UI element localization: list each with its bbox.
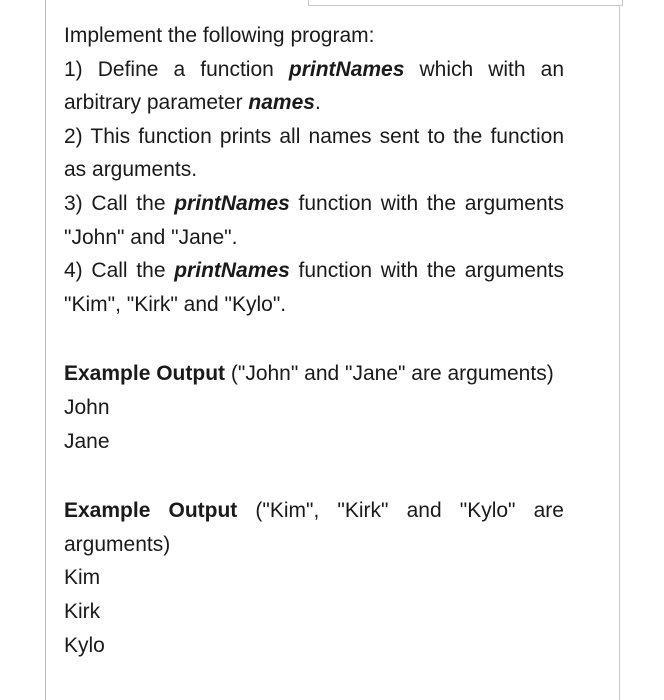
frame-right-border [619, 0, 620, 700]
step-2: 2) This function prints all names sent to the function as arguments. [64, 124, 564, 182]
problem-text [64, 19, 564, 662]
output-line: Kim [64, 566, 101, 590]
spacer [64, 321, 564, 357]
top-input-box [308, 0, 623, 6]
output-line: Jane [64, 429, 110, 453]
step-3: 3) Call the printNames function with the arguments "John" and "Jane". [64, 191, 564, 249]
output-line: Kylo [64, 633, 105, 657]
parameter-name: names [248, 91, 315, 115]
function-name: printNames [174, 259, 290, 283]
output-line: Kirk [64, 599, 101, 623]
function-name: printNames [174, 191, 290, 215]
step-1: 1) Define a function printNames which with an arbitrary parameter names. [64, 57, 564, 115]
function-name: printNames [288, 57, 405, 81]
example-output-1-heading: Example Output ("John" and "Jane" are arguments) [64, 362, 554, 386]
step-4: 4) Call the printNames function with the arguments "Kim", "Kirk" and "Kylo". [64, 259, 564, 316]
intro-line: Implement the following program: [64, 24, 375, 47]
example-output-2-heading: Example Output ("Kim", "Kirk" and "Kylo" are arguments) [64, 499, 564, 556]
spacer [64, 458, 564, 494]
output-line: John [64, 395, 110, 419]
frame-left-border [45, 0, 46, 700]
